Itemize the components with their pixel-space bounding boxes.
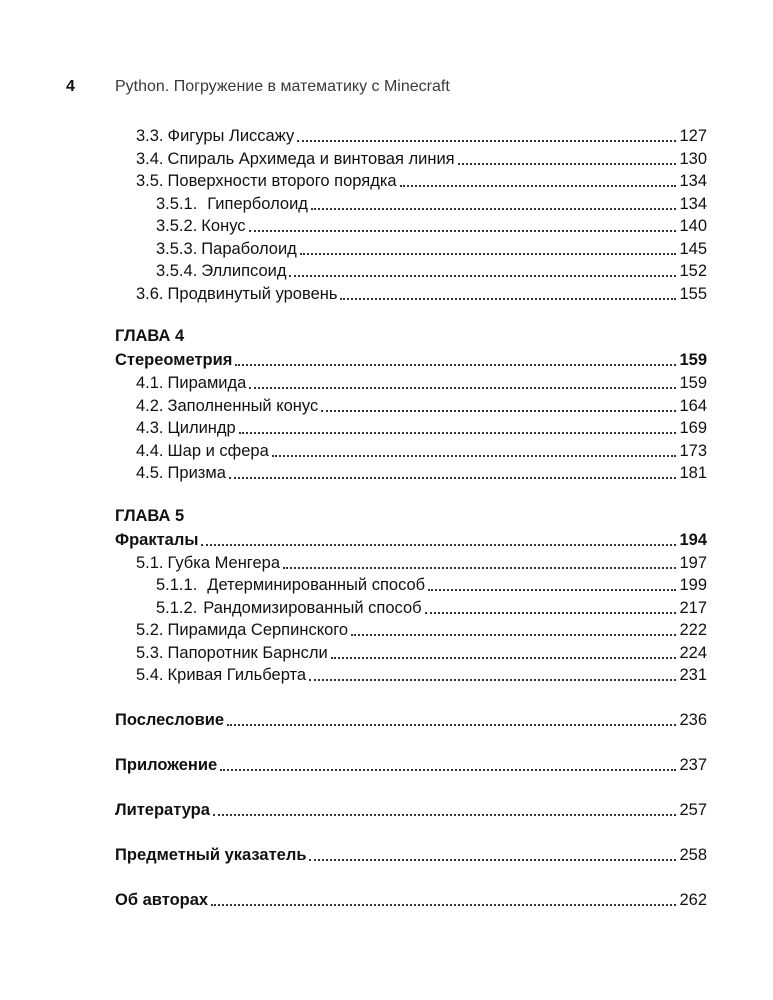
entry-title: Продвинутый уровень [167, 285, 338, 303]
entry-page: 262 [679, 891, 707, 909]
dot-leader [220, 768, 676, 771]
entry-page: 155 [679, 285, 707, 303]
entry-number: 5.4. [136, 666, 164, 684]
dot-leader [331, 656, 677, 659]
entry-number: 3.3. [136, 127, 164, 145]
dot-leader [425, 611, 677, 614]
book-title: Python. Погружение в математику с Minecraft [115, 78, 450, 95]
toc-backmatter-entry[interactable] [115, 753, 707, 775]
toc-backmatter-entry[interactable] [115, 798, 707, 820]
entry-title: Цилиндр [167, 419, 236, 437]
entry-title: Пирамида [167, 374, 247, 392]
entry-page: 164 [679, 397, 707, 415]
entry-title: Литература [115, 801, 210, 819]
toc-entry[interactable] [136, 169, 707, 191]
entry-title: Параболоид [201, 240, 297, 258]
chapter-4-heading: ГЛАВА 4 [115, 327, 185, 345]
dot-leader [249, 386, 676, 389]
entry-number: 4.3. [136, 419, 164, 437]
entry-page: 224 [679, 644, 707, 662]
entry-title: Конус [201, 217, 246, 235]
entry-title: Приложение [115, 756, 218, 774]
toc-entry[interactable] [156, 573, 707, 595]
toc-chapter-entry[interactable] [115, 348, 707, 370]
dot-leader [211, 903, 676, 906]
dot-leader [458, 162, 677, 165]
entry-number: 4.1. [136, 374, 164, 392]
dot-leader [340, 297, 676, 300]
entry-number: 3.5.4. [156, 262, 198, 280]
entry-title: Фигуры Лиссажу [167, 127, 295, 145]
chapter-title: Фракталы [115, 531, 199, 549]
entry-page: 217 [679, 599, 707, 617]
entry-number: 3.5.2. [156, 217, 198, 235]
entry-title: Предметный указатель [115, 846, 307, 864]
entry-page: 222 [679, 621, 707, 639]
entry-number: 3.5.3. [156, 240, 198, 258]
dot-leader [300, 252, 677, 255]
toc-entry[interactable] [136, 416, 707, 438]
dot-leader [227, 723, 676, 726]
dot-leader [239, 431, 677, 434]
entry-title: Кривая Гильберта [167, 666, 307, 684]
entry-page: 194 [679, 531, 707, 549]
toc-entry[interactable] [156, 214, 707, 236]
entry-number: 3.6. [136, 285, 164, 303]
toc-entry[interactable] [136, 551, 707, 573]
toc-chapter-entry[interactable] [115, 528, 707, 550]
page-number: 4 [66, 78, 75, 95]
entry-page: 159 [679, 374, 707, 392]
entry-title: Призма [167, 464, 226, 482]
entry-page: 181 [679, 464, 707, 482]
entry-title: Детерминированный способ [207, 576, 426, 594]
entry-page: 152 [679, 262, 707, 280]
entry-title: Пирамида Серпинского [167, 621, 349, 639]
toc-entry[interactable] [156, 237, 707, 259]
entry-page: 173 [679, 442, 707, 460]
entry-title: Шар и сфера [167, 442, 269, 460]
entry-page: 199 [679, 576, 707, 594]
toc-entry[interactable] [136, 641, 707, 663]
dot-leader [309, 678, 676, 681]
entry-number: 5.1. [136, 554, 164, 572]
entry-page: 134 [679, 195, 707, 213]
entry-title: Послесловие [115, 711, 225, 729]
dot-leader [400, 184, 677, 187]
entry-page: 140 [679, 217, 707, 235]
entry-number: 3.5.1. [156, 195, 198, 213]
entry-page: 197 [679, 554, 707, 572]
entry-number: 4.4. [136, 442, 164, 460]
toc-entry[interactable] [136, 124, 707, 146]
chapter-title: Стереометрия [115, 351, 233, 369]
dot-leader [351, 633, 676, 636]
entry-page: 130 [679, 150, 707, 168]
entry-page: 258 [679, 846, 707, 864]
dot-leader [428, 588, 676, 591]
toc-entry[interactable] [136, 663, 707, 685]
dot-leader [283, 566, 676, 569]
entry-title: Об авторах [115, 891, 209, 909]
toc-entry[interactable] [156, 259, 707, 281]
chapter-5-heading: ГЛАВА 5 [115, 507, 185, 525]
entry-number: 3.4. [136, 150, 164, 168]
entry-number: 4.2. [136, 397, 164, 415]
toc-entry[interactable] [136, 282, 707, 304]
entry-title: Губка Менгера [167, 554, 280, 572]
entry-title: Поверхности второго порядка [167, 172, 397, 190]
dot-leader [235, 363, 676, 366]
toc-entry[interactable] [136, 618, 707, 640]
entry-page: 145 [679, 240, 707, 258]
entry-page: 127 [679, 127, 707, 145]
dot-leader [272, 454, 677, 457]
dot-leader [213, 813, 677, 816]
entry-number: 5.1.2. [156, 599, 198, 617]
entry-page: 257 [679, 801, 707, 819]
toc-backmatter-entry[interactable] [115, 888, 707, 910]
entry-title: Папоротник Барнсли [167, 644, 328, 662]
entry-title: Гиперболоид [207, 195, 308, 213]
entry-title: Рандомизированный способ [203, 599, 422, 617]
toc-entry[interactable] [156, 192, 707, 214]
dot-leader [311, 207, 677, 210]
toc-backmatter-entry[interactable] [115, 708, 707, 730]
toc-entry[interactable] [136, 394, 707, 416]
toc-entry[interactable] [156, 596, 707, 618]
entry-page: 169 [679, 419, 707, 437]
dot-leader [249, 229, 677, 232]
dot-leader [297, 139, 676, 142]
entry-page: 237 [679, 756, 707, 774]
entry-number: 5.1.1. [156, 576, 198, 594]
entry-number: 3.5. [136, 172, 164, 190]
entry-title: Спираль Архимеда и винтовая линия [167, 150, 455, 168]
entry-number: 5.2. [136, 621, 164, 639]
toc-entry[interactable] [136, 439, 707, 461]
entry-page: 134 [679, 172, 707, 190]
entry-title: Эллипсоид [201, 262, 287, 280]
entry-number: 4.5. [136, 464, 164, 482]
toc-entry[interactable] [136, 147, 707, 169]
dot-leader [229, 476, 677, 479]
toc-backmatter-entry[interactable] [115, 843, 707, 865]
entry-page: 159 [679, 351, 707, 369]
dot-leader [289, 274, 676, 277]
toc-entry[interactable] [136, 371, 707, 393]
dot-leader [309, 858, 676, 861]
entry-title: Заполненный конус [167, 397, 319, 415]
toc-entry[interactable] [136, 461, 707, 483]
entry-page: 231 [679, 666, 707, 684]
entry-number: 5.3. [136, 644, 164, 662]
entry-page: 236 [679, 711, 707, 729]
dot-leader [201, 543, 676, 546]
dot-leader [321, 409, 676, 412]
